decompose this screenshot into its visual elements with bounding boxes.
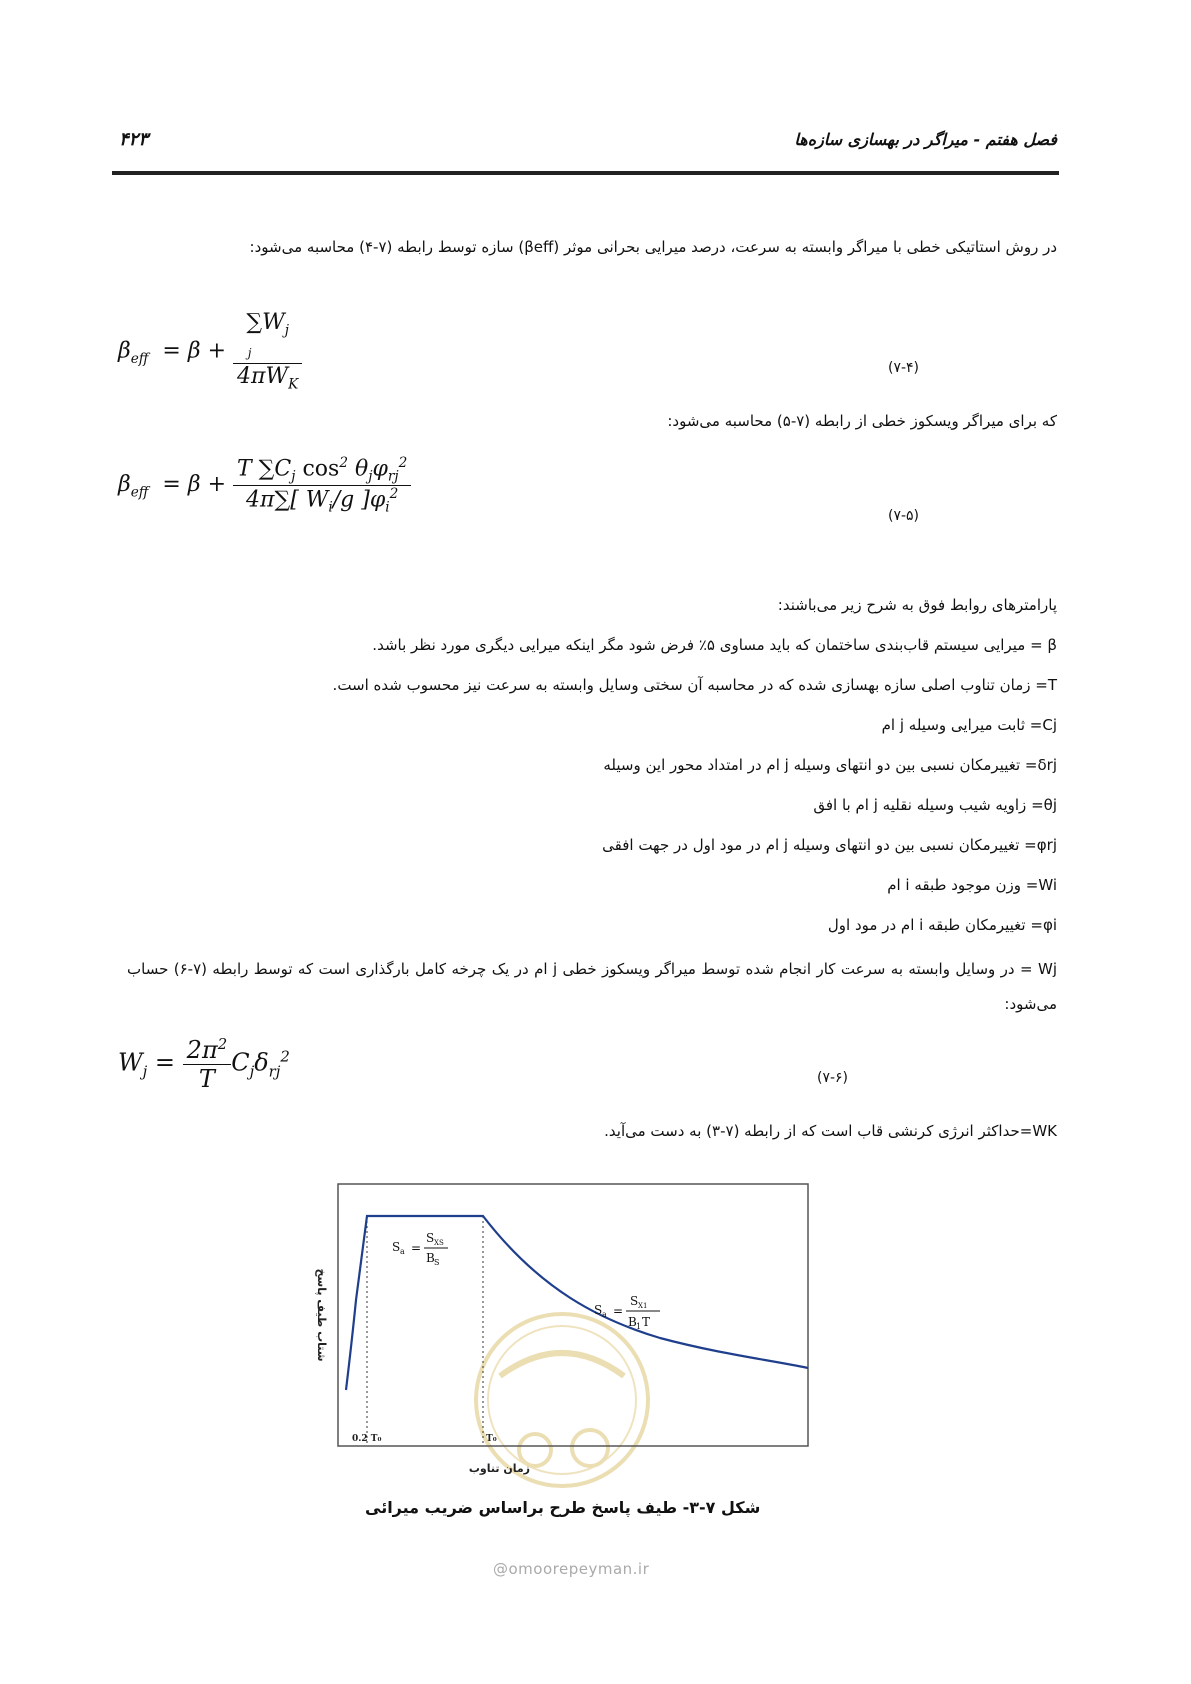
svg-text:S: S — [594, 1303, 603, 1317]
param-t: T= زمان تناوب اصلی سازه بهسازی شده که در محاسبه آن سختی وسایل وابسته به سرعت نیز محسوب شده است. — [332, 676, 1057, 694]
equation-5: $\beta_{eff} = \beta$ + $\frac{T \sum C_j \cos^2 \theta_j\varphi_{rj}^2}{4\pi\sum[ W_i/g ]\varphi_i^2}$ — [118, 455, 411, 515]
equation-6: $W_j$ = $\frac{2\pi^2}{T}$ $C_j\delta_{rj}^2$ — [118, 1035, 290, 1093]
svg-text:B: B — [628, 1315, 637, 1329]
param-wi: Wi= وزن موجود طبقه i ام — [887, 876, 1057, 894]
response-spectrum-figure — [300, 1180, 820, 1500]
svg-text:B: B — [426, 1251, 435, 1265]
watermark-url: @omoorepeyman.ir — [493, 1560, 650, 1578]
intro-paragraph: در روش استاتیکی خطی با میراگر وابسته به سرعت، درصد میرایی بحرانی موثر (βeff) سازه توسط رابطه (۷-۴) محاسبه می‌شود: — [249, 238, 1057, 256]
tick-label-02t0: 0.2 T₀ — [352, 1434, 382, 1444]
svg-text:X1: X1 — [638, 1302, 648, 1310]
equation-6-number: (۷-۶) — [817, 1070, 849, 1086]
figure-caption: شکل ۷-۳- طیف پاسخ طرح براساس ضریب میرائی — [365, 1498, 761, 1517]
equation-4: $\beta_{eff} = \beta$ + $\sum W_j$ j $4\pi W_K$ — [118, 310, 302, 393]
svg-text:S: S — [426, 1231, 435, 1245]
watermark-logo — [476, 1314, 651, 1486]
svg-text:XS: XS — [434, 1239, 444, 1247]
param-cj: Cj= ثابت میرایی وسیله j ام — [881, 716, 1057, 734]
equation-5-number: (۷-۵) — [888, 508, 920, 524]
equation-4-number: (۷-۴) — [888, 360, 920, 376]
param-delta-rj: δrj= تغییرمکان نسبی بین دو انتهای وسیله j ام در امتداد محور این وسیله — [603, 756, 1057, 774]
svg-text:a: a — [602, 1310, 607, 1319]
chapter-title: فصل هفتم - میراگر در بهسازی سازه‌ها — [794, 130, 1057, 149]
param-wk: WK=حداکثر انرژی کرنشی قاب است که از رابطه (۷-۳) به دست می‌آید. — [604, 1122, 1057, 1140]
params-intro: پارامترهای روابط فوق به شرح زیر می‌باشند: — [777, 596, 1057, 614]
page-number: ۴۲۳ — [119, 129, 149, 150]
param-beta: β = میرایی سیستم قاب‌بندی ساختمان که باید مساوی ۵٪ فرض شود مگر اینکه میرایی دیگری مورد نظر باشد. — [372, 636, 1057, 654]
svg-text:1: 1 — [636, 1322, 642, 1331]
at-icon: @ — [493, 1560, 509, 1578]
param-phi-rj: φrj= تغییرمکان نسبی بین دو انتهای وسیله j ام در مود اول در جهت افقی — [602, 836, 1057, 854]
svg-text:S: S — [434, 1258, 440, 1267]
param-wj: Wj = در وسایل وابسته به سرعت کار انجام شده توسط میراگر ویسکوز خطی j ام در یک چرخه کامل بارگذاری است که توسط رابطه (۷-۶) حساب می‌شود: — [127, 960, 1057, 1013]
svg-text:T: T — [642, 1315, 651, 1329]
header-rule — [112, 171, 1059, 175]
x-axis-label: زمان تناوب — [468, 1462, 530, 1475]
param-phi-i: φi= تغییرمکان طبقه i ام در مود اول — [827, 916, 1057, 934]
svg-text:=: = — [411, 1241, 422, 1255]
param-theta-j: θj= زاویه شیب وسیله نقلیه j ام با افق — [813, 796, 1057, 814]
equation-5-intro: که برای میراگر ویسکوز خطی از رابطه (۷-۵) محاسبه می‌شود: — [667, 412, 1057, 430]
tick-label-t0: T₀ — [486, 1434, 497, 1444]
y-axis-label: شتاب طیف پاسخ — [315, 1268, 328, 1362]
svg-text:a: a — [400, 1247, 405, 1256]
svg-text:S: S — [630, 1294, 639, 1308]
svg-text:=: = — [613, 1304, 624, 1318]
plateau-formula — [392, 1231, 448, 1267]
svg-text:S: S — [392, 1240, 401, 1254]
